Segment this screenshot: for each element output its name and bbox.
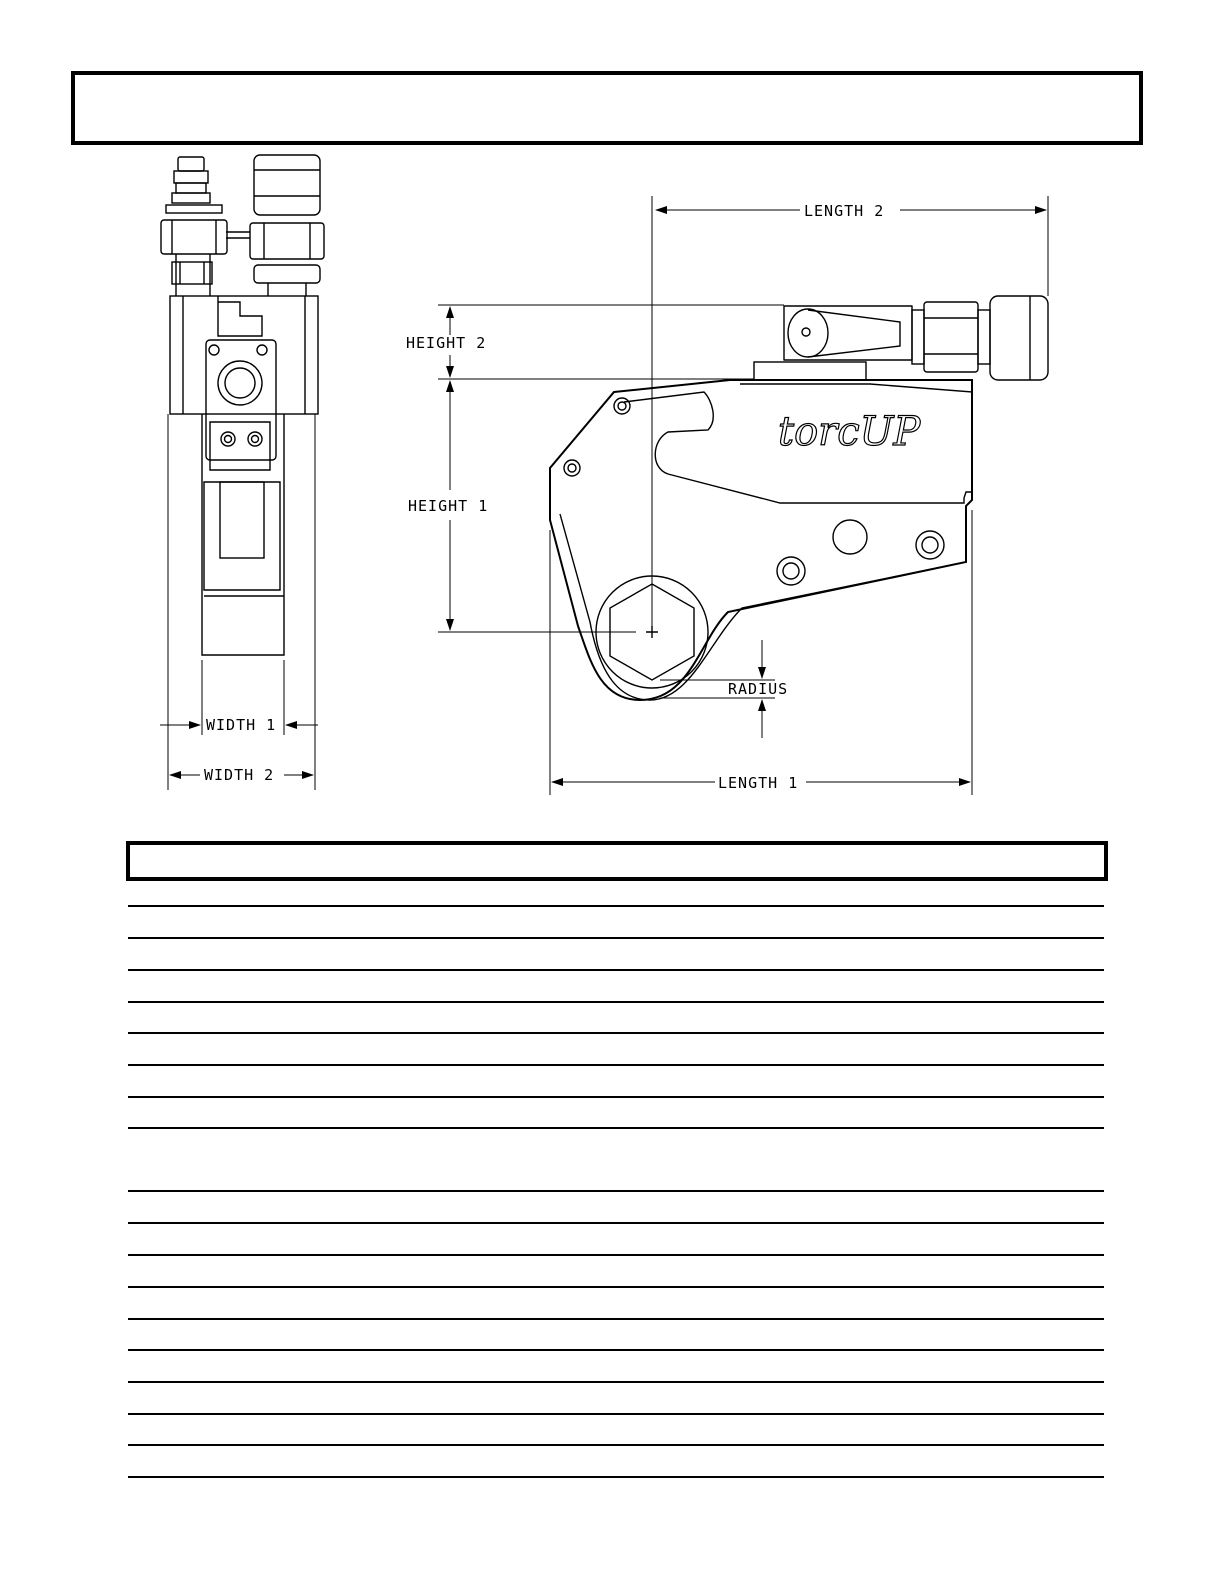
table-row — [128, 1381, 1104, 1383]
table-header — [126, 841, 1108, 881]
table-row — [128, 937, 1104, 939]
side-view — [161, 155, 324, 790]
table-row — [128, 1222, 1104, 1224]
table-row — [128, 1127, 1104, 1129]
table-row — [128, 1190, 1104, 1192]
table-row — [128, 1286, 1104, 1288]
height1-label: HEIGHT 1 — [408, 497, 489, 515]
front-view — [550, 296, 1048, 700]
torcup-logo: torcUP — [778, 409, 921, 455]
table-row — [128, 1318, 1104, 1320]
table-row — [128, 1349, 1104, 1351]
front-dimensions — [438, 196, 1048, 795]
table-row — [128, 1001, 1104, 1003]
length2-label: LENGTH 2 — [804, 202, 885, 220]
table-row — [128, 1032, 1104, 1034]
table-row — [128, 1444, 1104, 1446]
width2-label: WIDTH 2 — [204, 766, 275, 784]
table-row — [128, 1254, 1104, 1256]
table-row — [128, 1476, 1104, 1478]
table-row — [128, 1413, 1104, 1415]
height2-label: HEIGHT 2 — [406, 334, 487, 352]
radius-label: RADIUS — [728, 680, 789, 698]
table-row — [128, 905, 1104, 907]
table-row — [128, 1096, 1104, 1098]
table-row — [128, 1064, 1104, 1066]
table-row — [128, 969, 1104, 971]
length1-label: LENGTH 1 — [718, 774, 799, 792]
width1-label: WIDTH 1 — [206, 716, 277, 734]
